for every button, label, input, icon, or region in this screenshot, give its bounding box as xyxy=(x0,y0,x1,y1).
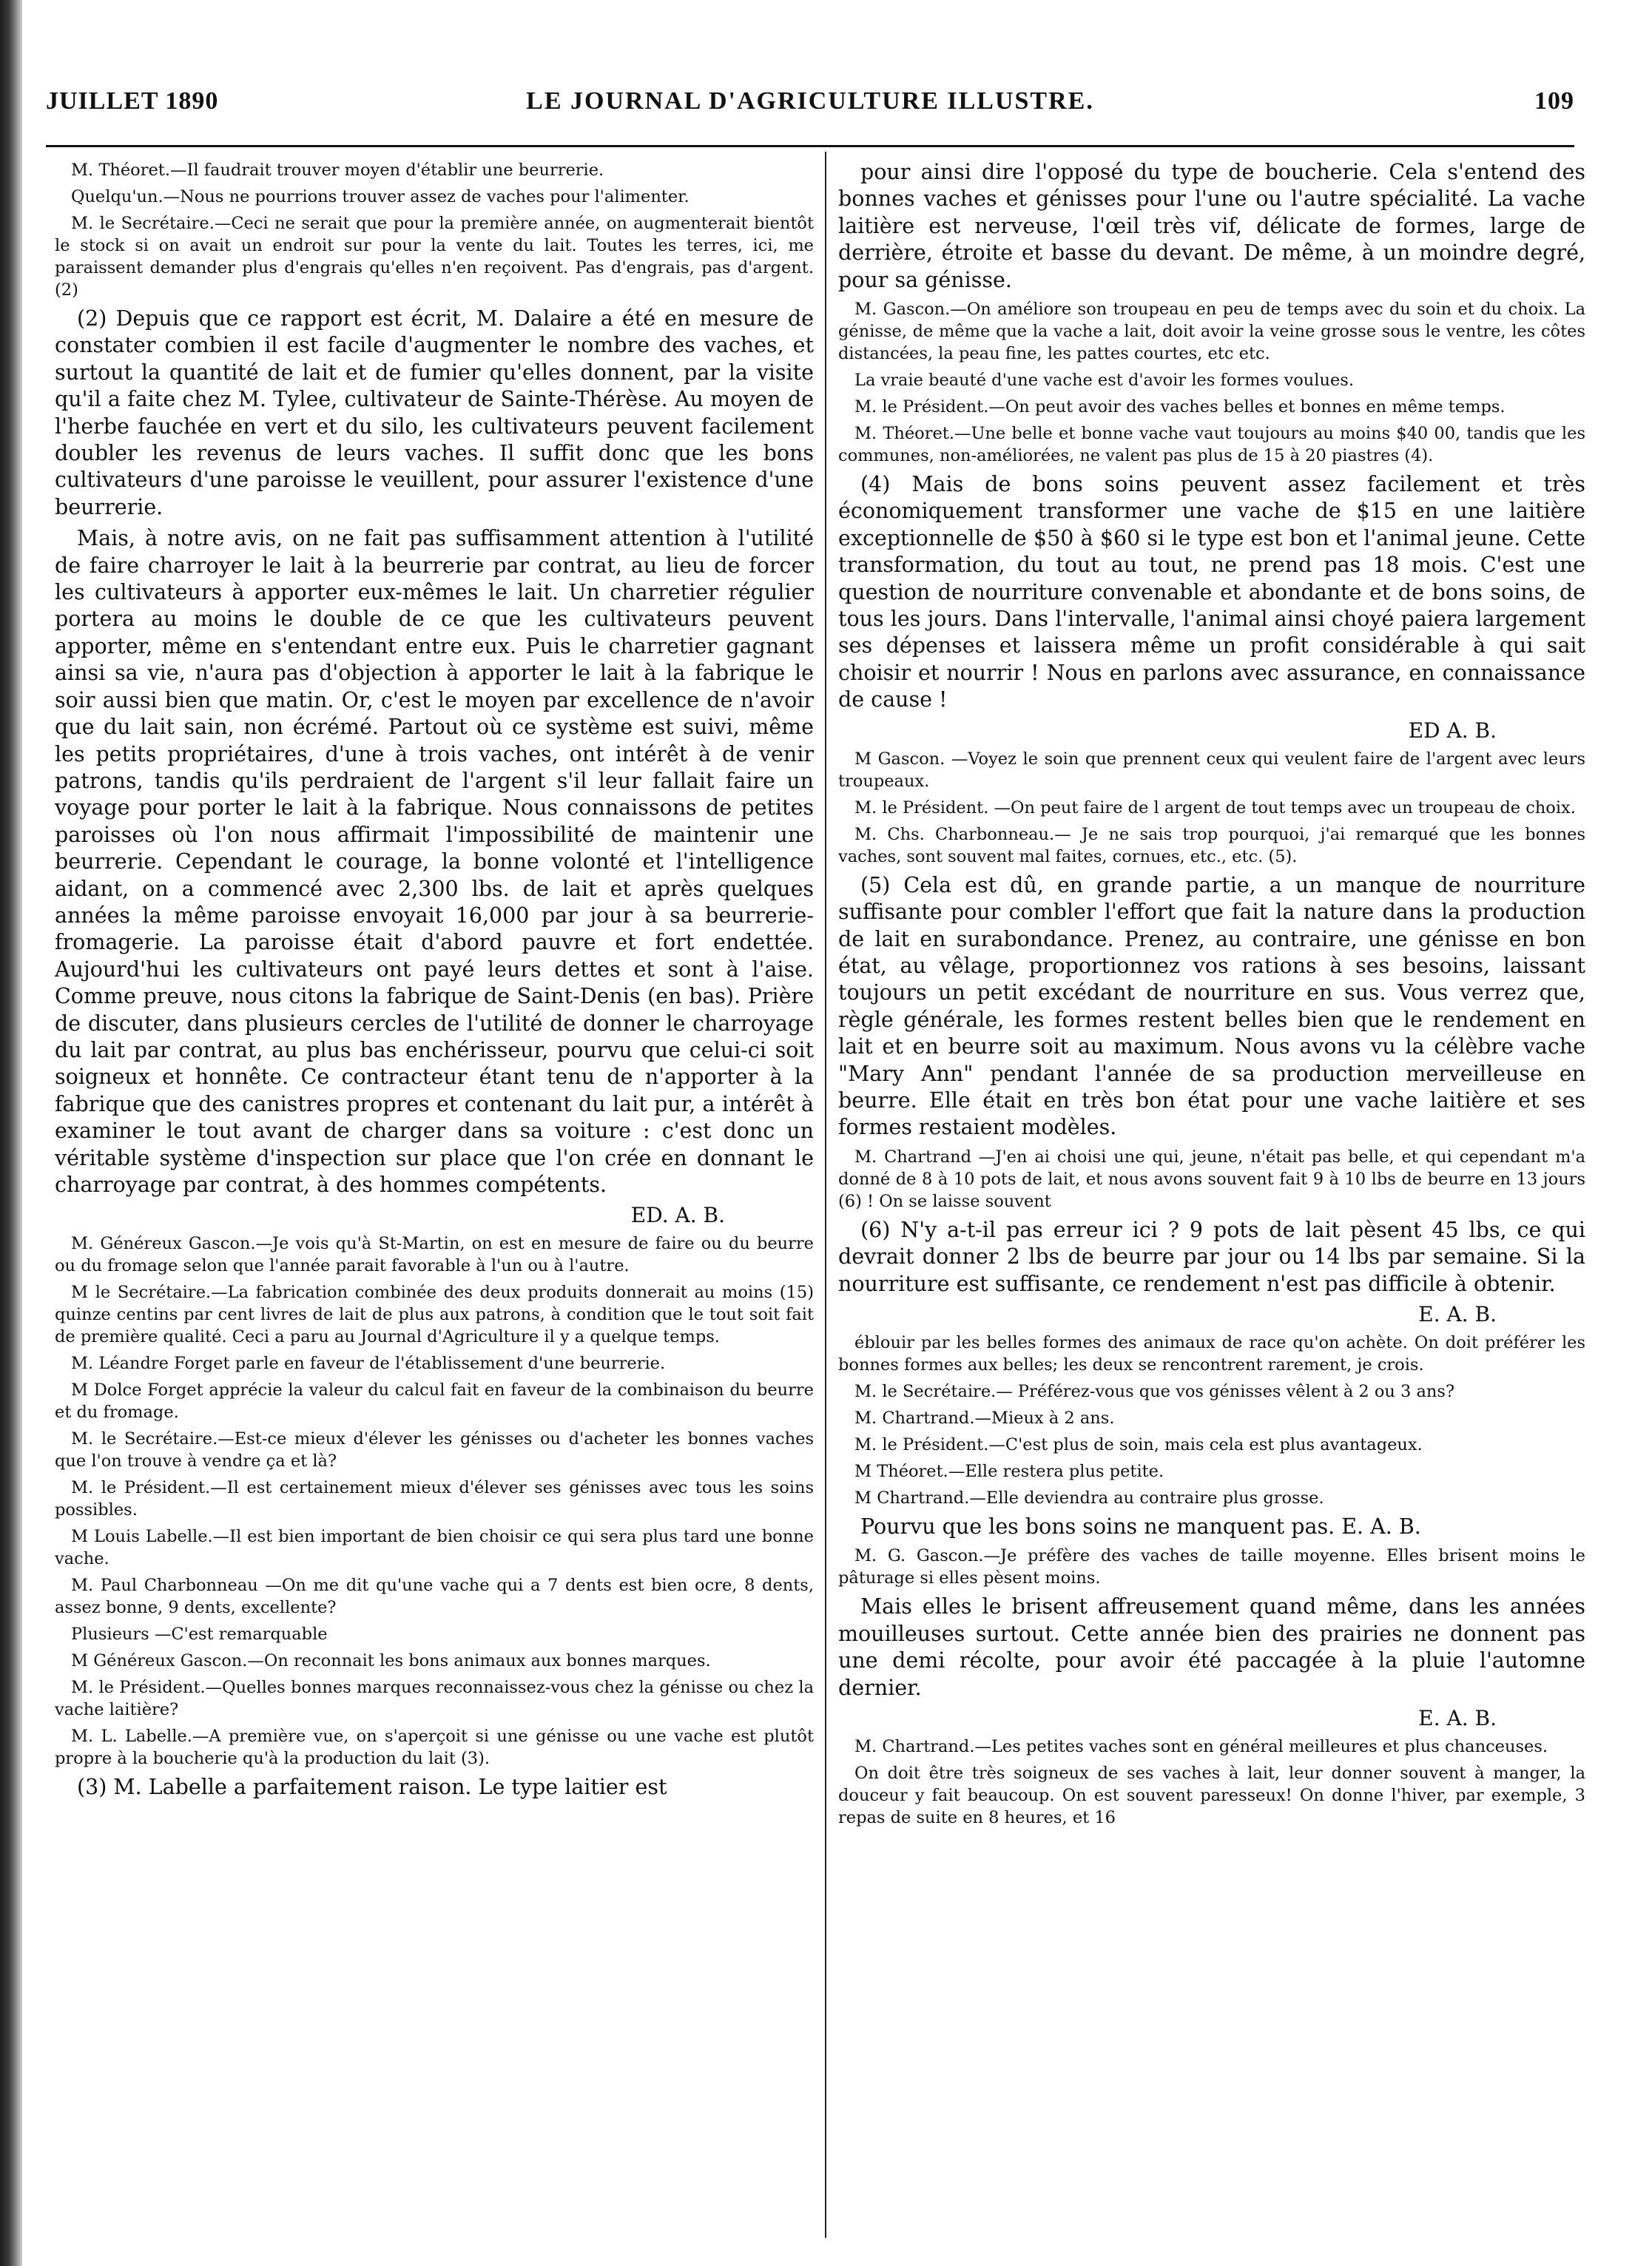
minutes-paragraph: M Généreux Gascon.—On reconnait les bons animaux aux bonnes marques. xyxy=(71,1651,711,1671)
issue-date: JUILLET 1890 xyxy=(46,87,219,115)
header-rule xyxy=(46,145,1574,147)
minutes-paragraph: M Dolce Forget apprécie la valeur du calcul fait en faveur de la combinaison du beurre et du fromage. xyxy=(55,1380,814,1423)
minutes-paragraph: M Gascon. —Voyez le soin que prennent ceux qui veulent faire de l'argent avec leurs troupeaux. xyxy=(838,749,1585,791)
minutes-paragraph: M. le Secrétaire.—Ceci ne serait que pour la première année, on augmenterait bientôt le stock si on avait un endroit sur pour la vente du lait. Toutes les terres, ici, me paraissent demander plus d'engrais qu'elles n'en reçoivent. Pas d'engrais, pas d'argent. (2) xyxy=(55,214,814,300)
minutes-paragraph: M. L. Labelle.—A première vue, on s'aperçoit si une génisse ou une vache est plutôt propre à la boucherie qu'à la production du lait (3). xyxy=(55,1727,814,1769)
minutes-paragraph: M. le Président.—Quelles bonnes marques reconnaissez-vous chez la génisse ou chez la vache laitière? xyxy=(55,1678,814,1720)
editorial-note-paragraph: pour ainsi dire l'opposé du type de boucherie. Cela s'entend des bonnes vaches et génisses pour l'une ou l'autre spécialité. La vache laitière est nerveuse, l'œil très vif, délicate de formes, large de derrière, étroite et basse du devant. De même, à un moindre degré, pour sa génisse. xyxy=(838,160,1585,292)
right-column xyxy=(838,159,1585,2238)
page-number: 109 xyxy=(1534,87,1574,115)
minutes-paragraph: M. Théoret.—Une belle et bonne vache vaut toujours au moins $40 00, tandis que les communes, non-améliorées, ne valent pas plus de 15 à 20 piastres (4). xyxy=(838,424,1585,466)
editorial-note-paragraph: Mais elles le brisent affreusement quand même, dans les années mouilleuses surtout. Cette année bien des prairies ne donnent pas une demi récolte, pour avoir été paccagée à la pluie l'automne dernier. xyxy=(838,1594,1585,1700)
minutes-paragraph: M. Paul Charbonneau —On me dit qu'une vache qui a 7 dents est bien ocre, 8 dents, assez bonne, 9 dents, excellente? xyxy=(55,1576,814,1618)
minutes-paragraph: M Louis Labelle.—Il est bien important de bien choisir ce qui sera plus tard une bonne vache. xyxy=(55,1527,814,1569)
minutes-paragraph: M. Théoret.—Il faudrait trouver moyen d'établir une beurrerie. xyxy=(71,161,604,180)
editorial-note-paragraph: (2) Depuis que ce rapport est écrit, M. Dalaire a été en mesure de constater combien il est facile d'augmenter le nombre des vaches, et surtout la quantité de lait et de fumier qu'elles donnent, par la visite qu'il a faite chez M. Tylee, cultivateur de Sainte-Thérèse. Au moyen de l'herbe fauchée en vert et du silo, les cultivateurs peuvent facilement doubler les revenus de leurs vaches. Il suffit donc que les bons cultivateurs d'une paroisse le veuillent, pour assurer l'existence d'une beurrerie. xyxy=(55,306,814,519)
editor-signature: ED A. B. xyxy=(1408,718,1497,743)
minutes-paragraph: M le Secrétaire.—La fabrication combinée des deux produits donnerait au moins (15) quinze centins par cent livres de lait de plus aux patrons, à condition que le tout soit fait de première qualité. Ceci a paru au Journal d'Agriculture il y a quelque temps. xyxy=(55,1283,814,1347)
left-column xyxy=(55,159,814,2238)
minutes-paragraph: M. le Président.—On peut avoir des vaches belles et bonnes en même temps. xyxy=(854,397,1506,417)
minutes-paragraph: M Chartrand.—Elle deviendra au contraire plus grosse. xyxy=(854,1488,1324,1508)
editorial-note-paragraph: (3) M. Labelle a parfaitement raison. Le type laitier est xyxy=(77,1775,667,1800)
minutes-paragraph: M. le Président.—C'est plus de soin, mais cela est plus avantageux. xyxy=(854,1434,1423,1454)
minutes-paragraph: On doit être très soigneux de ses vaches à lait, leur donner souvent à manger, la douceur y fait beaucoup. On est souvent paresseux! On donne l'hiver, par exemple, 3 repas de suite en 8 heures, et 16 xyxy=(838,1764,1585,1827)
minutes-paragraph: La vraie beauté d'une vache est d'avoir les formes voulues. xyxy=(854,371,1354,391)
minutes-paragraph: éblouir par les belles formes des animaux de race qu'on achète. On doit préférer les bonnes formes aux belles; les deux se rencontrent rarement, je crois. xyxy=(838,1332,1585,1375)
minutes-paragraph: M. Chartrand —J'en ai choisi une qui, jeune, n'était pas belle, et qui cependant m'a donné de 8 à 10 pots de lait, et nous avons souvent fait 9 à 10 lbs de beurre en 13 jours (6) ! On se laisse souvent xyxy=(838,1147,1585,1211)
minutes-paragraph: M. le Président. —On peut faire de l argent de tout temps avec un troupeau de choix. xyxy=(854,798,1576,817)
editorial-note-paragraph: (5) Cela est dû, en grande partie, a un manque de nourriture suffisante pour combler l'effort que fait la nature dans la production de lait en surabondance. Prenez, au contraire, une génisse en bon état, au vêlage, proportionnez vos rations à ses besoins, laissant toujours un petit excédant de nourriture en sus. Vous verrez que, règle générale, les formes restent belles bien que le rendement en lait et en beurre soit au maximum. Nous avons vu la célèbre vache "Mary Ann" pendant l'année de sa production merveilleuse en beurre. Elle était en très bon état pour une vache laitière et ses formes restaient modèles. xyxy=(838,872,1585,1140)
editorial-note-paragraph: (4) Mais de bons soins peuvent assez facilement et très économiquement transformer une vache de $15 en une laitière exceptionnelle de $50 à $60 si le type est bon et l'animal jeune. Cette transformation, du tout au tout, ne prend pas 18 mois. C'est une question de nourriture convenable et abondante et de bons soins, de tous les jours. Dans l'intervalle, l'animal ainsi choyé paiera largement ses dépenses et laissera même un profit considérable à qui sait choisir et nourrir ! Nous en parlons avec assurance, en connaissance de cause ! xyxy=(838,472,1585,712)
minutes-paragraph: M. Chartrand.—Mieux à 2 ans. xyxy=(854,1408,1115,1428)
minutes-paragraph: M Théoret.—Elle restera plus petite. xyxy=(854,1461,1164,1481)
editorial-note-paragraph: Mais, à notre avis, on ne fait pas suffisamment attention à l'utilité de faire charroyer le lait à la beurrerie par contrat, au lieu de forcer les cultivateurs à apporter eux-mêmes le lait. Un charretier régulier portera au moins le double de ce que les cultivateurs peuvent apporter, même en s'entendant entre eux. Puis le charretier gagnant ainsi sa vie, n'aura pas d'objection à apporter le lait à la fabrique le soir aussi bien que matin. Or, c'est le moyen par excellence de n'avoir que du lait sain, non écrémé. Partout où ce système est suivi, même les petits propriétaires, d'une à trois vaches, ont intérêt à de venir patrons, tandis qu'ils perdraient de l'argent s'il leur fallait faire un voyage pour porter le lait à la fabrique. Nous connaissons de petites paroisses où l'on nous affirmait l'impossibilité de maintenir une beurrerie. Cependant le courage, la bonne volonté et l'intelligence aidant, on a commencé avec 2,300 lbs. de lait et après quelques années la même paroisse envoyait 16,000 par jour à sa beurrerie-fromagerie. La paroisse était d'abord pauvre et fort endettée. Aujourd'hui les cultivateurs ont payé leurs dettes et sont à l'aise. Comme preuve, nous citons la fabrique de Saint-Denis (en bas). Prière de discuter, dans plusieurs cercles de l'utilité de donner le charroyage du lait par contrat, au plus bas enchérisseur, pourvu que celui-ci soit soigneux et honnête. Ce contracteur étant tenu de n'apporter à la fabrique que des canistres propres et contenant du lait pur, a intérêt à examiner le tout avant de charger dans sa voiture : c'est donc un véritable système d'inspection sur place que l'on crée en donnant le charroyage par contrat, à des hommes compétents. xyxy=(55,526,814,1197)
minutes-paragraph: M. G. Gascon.—Je préfère des vaches de taille moyenne. Elles brisent moins le pâturage si elles pèsent moins. xyxy=(838,1546,1585,1588)
editor-signature: E. A. B. xyxy=(1418,1301,1497,1326)
minutes-paragraph: M. Chartrand.—Les petites vaches sont en général meilleures et plus chanceuses. xyxy=(854,1737,1548,1756)
editor-signature: ED. A. B. xyxy=(630,1203,725,1228)
minutes-paragraph: M. Généreux Gascon.—Je vois qu'à St-Martin, on est en mesure de faire ou du beurre ou du fromage selon que l'année parait favorable à l'un ou à l'autre. xyxy=(55,1234,814,1276)
minutes-paragraph: Quelqu'un.—Nous ne pourrions trouver assez de vaches pour l'alimenter. xyxy=(71,187,690,206)
editorial-note-paragraph: Pourvu que les bons soins ne manquent pas. E. A. B. xyxy=(860,1514,1421,1539)
minutes-paragraph: M. le Secrétaire.—Est-ce mieux d'élever les génisses ou d'acheter les bonnes vaches que l'on trouve à vendre ça et là? xyxy=(55,1429,814,1471)
minutes-paragraph: Plusieurs —C'est remarquable xyxy=(71,1625,328,1645)
minutes-paragraph: M. Gascon.—On améliore son troupeau en peu de temps avec du soin et du choix. La génisse, de même que la vache a lait, doit avoir la veine grosse sous le ventre, les côtes distancées, la peau fine, les pattes courtes, etc etc. xyxy=(838,300,1585,364)
journal-title: LE JOURNAL D'AGRICULTURE ILLUSTRE. xyxy=(526,87,1094,115)
minutes-paragraph: M. le Président.—Il est certainement mieux d'élever ses génisses avec tous les soins possibles. xyxy=(55,1478,814,1520)
editorial-note-paragraph: (6) N'y a-t-il pas erreur ici ? 9 pots de lait pèsent 45 lbs, ce qui devrait donner 2 lbs de beurre par jour ou 14 lbs par semaine. Si la nourriture est suffisante, ce rendement n'est pas difficile à obtenir. xyxy=(838,1217,1585,1296)
column-separator xyxy=(825,152,826,2238)
minutes-paragraph: M. Chs. Charbonneau.— Je ne sais trop pourquoi, j'ai remarqué que les bonnes vaches, sont souvent mal faites, cornues, etc., etc. (5). xyxy=(838,824,1585,866)
minutes-paragraph: M. le Secrétaire.— Préférez-vous que vos génisses vêlent à 2 ou 3 ans? xyxy=(854,1381,1455,1401)
page-header xyxy=(46,87,1574,126)
editor-signature: E. A. B. xyxy=(1418,1706,1497,1730)
page-binding-edge xyxy=(0,0,22,2266)
minutes-paragraph: M. Léandre Forget parle en faveur de l'établissement d'une beurrerie. xyxy=(71,1354,666,1374)
